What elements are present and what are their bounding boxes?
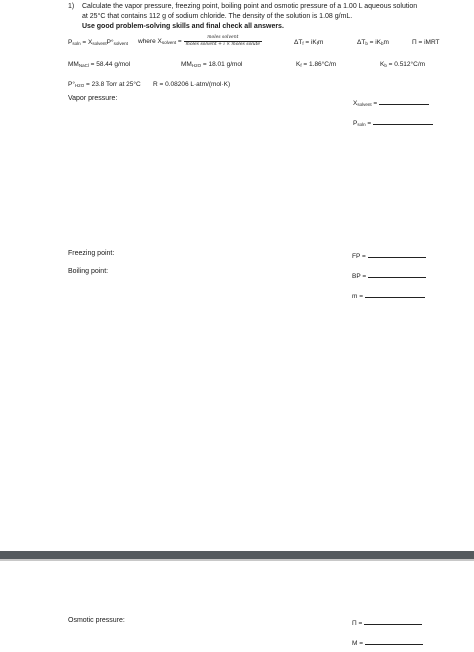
osmotic-pressure-formula: Π = iMRT [412,39,440,46]
molarity-answer: M = [352,637,423,647]
molar-mass-water: $MM_{H2O} = 18.01$ g/mol [181,61,243,68]
question-instruction: Use good problem-solving skills and final check all answers. [82,23,284,30]
mole-fraction-definition: where $X_{solvent}$ = $\frac{\text{moles solvent}}{\text{moles solvent + i × moles solute}}$ [138,35,261,47]
fp-answer: FP = [352,250,426,260]
boiling-point-formula: $\Delta T_b = iK_bm$ [357,39,389,46]
page-divider [0,551,474,559]
molarity-blank[interactable] [365,637,423,645]
fraction-numerator: moles solvent [184,35,263,42]
x-solvent-answer: $X_{solvent}$ = [353,97,429,107]
fp-blank[interactable] [368,250,426,258]
question-number: 1) [68,3,75,10]
freezing-point-label: Freezing point: [68,250,115,257]
bp-answer: BP = [352,270,426,280]
boiling-point-label: Boiling point: [68,268,109,275]
vapor-pressure-label: Vapor pressure: [68,95,118,102]
molality-answer: m = [352,290,425,300]
pi-answer: Π = [352,617,422,627]
freezing-point-formula: $\Delta T_f = iK_fm$ [294,39,324,46]
kb-constant: $K_b = 0.512^\circ C/m$ [380,61,426,68]
x-solvent-blank[interactable] [379,97,429,105]
kf-constant: $K_f = 1.86^\circ C/m$ [296,61,337,68]
bp-blank[interactable] [368,270,426,278]
water-vapor-pressure: $P^\circ_{H2O} = 23.8$ Torr at 25°C [68,81,141,88]
question-line-2: at 25°C that contains 112 g of sodium chloride. The density of the solution is 1.08 g/mL. [82,13,353,20]
molar-mass-nacl: $MM_{NaCl} = 58.44$ g/mol [68,61,131,68]
osmotic-pressure-label: Osmotic pressure: [68,617,125,624]
p-soln-answer: $P_{soln}$ = [353,117,433,127]
p-soln-blank[interactable] [373,117,433,125]
question-line-1: Calculate the vapor pressure, freezing point, boiling point and osmotic pressure of a 1.00 L aqueous solution [82,3,418,10]
molality-blank[interactable] [365,290,425,298]
page-divider-shadow [0,559,474,561]
mole-fraction-fraction [184,35,263,48]
gas-constant: R = 0.08206 L·atm/(mol·K) [153,81,231,88]
pi-blank[interactable] [364,617,422,625]
fraction-denominator: moles solvent + i × moles solute [185,42,261,47]
raoult-law-formula: $P_{soln} = X_{solvent}P^\circ_{solvent}$ [68,39,128,46]
